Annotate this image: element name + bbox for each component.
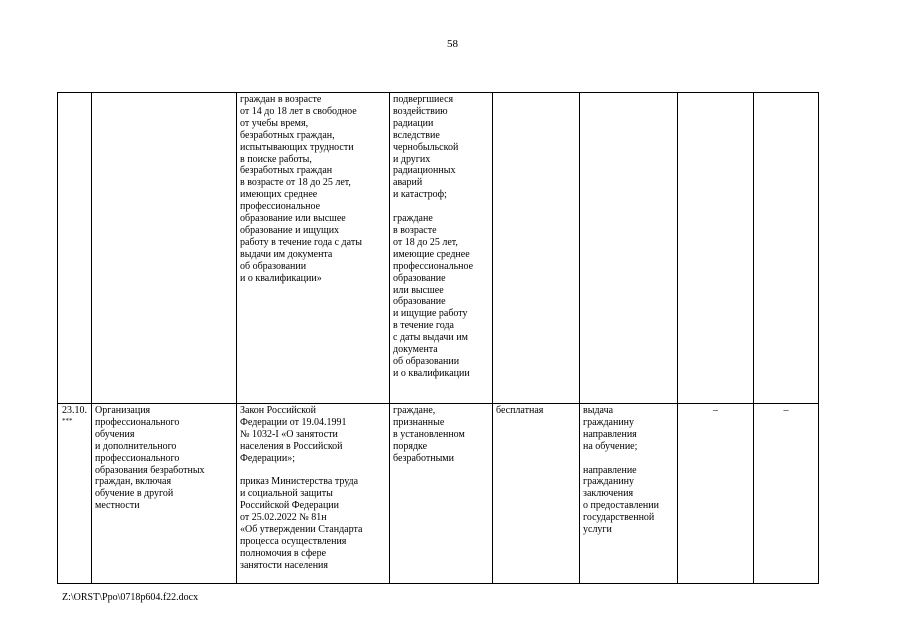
cell-cost: бесплатная [492, 403, 579, 584]
cell-recipients: граждане, признанные в установленном порядке безработными [389, 403, 492, 584]
cell-col7: – [677, 403, 753, 584]
cell-col8 [753, 92, 819, 403]
cell-number [57, 403, 91, 584]
cell-result [579, 92, 677, 403]
table-row [57, 403, 819, 584]
cell-legal-basis: Закон Российской Федерации от 19.04.1991 № 1032-I «О занятости населения в Российской Федерации»; приказ Министерства труда и социальной защиты Российской Федерации от 25.02.2022 № 81н «Об утверждении Стандарта процесса осуществления полномочия в сфере занятости населения [236, 403, 389, 584]
item-number-note: *** [62, 416, 73, 425]
cell-service-name [91, 92, 236, 403]
cell-recipients: подвергшиеся воздействию радиации вследствие чернобыльской и других радиационных аварий и катастроф; граждане в возрасте от 18 до 25 лет, имеющие среднее профессиональное образование или высшее образование и ищущие работу в течение года с даты выдачи им документа об образовании и о квалификации [389, 92, 492, 403]
cell-result: выдача гражданину направления на обучение; направление гражданину заключения о предоставлении государственной услуги [579, 403, 677, 584]
document-path-footer: Z:\ORST\Ppo\0718p604.f22.docx [62, 592, 199, 603]
services-table [57, 92, 819, 584]
cell-service-name: Организация профессионального обучения и дополнительного профессионального образования безработных граждан, включая обучение в другой местности [91, 403, 236, 584]
item-number: 23.10. [62, 405, 87, 416]
cell-cost [492, 92, 579, 403]
cell-col7 [677, 92, 753, 403]
page-number: 58 [447, 38, 458, 50]
cell-number [57, 92, 91, 403]
cell-legal-basis: граждан в возрасте от 14 до 18 лет в свободное от учебы время, безработных граждан, испытывающих трудности в поиске работы, безработных граждан в возрасте от 18 до 25 лет, имеющих среднее профессиональное образование или высшее образование и ищущих работу в течение года с даты выдачи им документа об образовании и о квалификации» [236, 92, 389, 403]
cell-col8: – [753, 403, 819, 584]
table-row [57, 92, 819, 403]
